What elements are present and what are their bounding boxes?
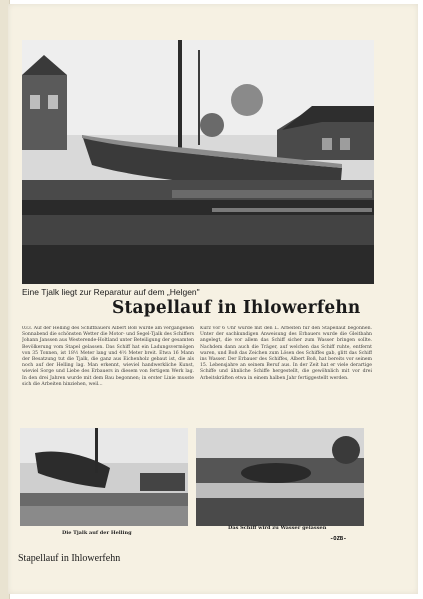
tjalk-on-slipway-photo	[20, 428, 188, 526]
photo-bl-caption: Die Tjalk auf der Helling	[62, 530, 132, 536]
photo-credit: -OZB-	[330, 536, 347, 542]
article-headline: Stapellauf in Ihlowerfehn	[112, 297, 361, 319]
photo-top-caption: Eine Tjalk liegt zur Reparatur auf dem „Helgen"	[22, 287, 200, 297]
article-column-right: Kurz vor 6 Uhr wurde mit den L. Arbeiten für den Stapellauf begonnen. Unter der sachkundigen Anweisung des Erbauers wurde die Gleitbahn angelegt, die vor allem das Schiff sicher zum Wasser bringen sollte. Nachdem dann auch die Träger, auf welchen das Schiff ruhte, entfernt waren, und Boß das Zeichen zum Lösen des Schiffes gab, glitt das Schiff ins Wasser. Der Erbauer des Schiffes, Albert Boß, hat bereits vor seinem 15. Lebensjahre an seinem Beruf aus. In der Zeit hat er viele derartige Schiffe und ähnliche Schiffe hergestellt, die gewöhnlich mit vor drei Arbeitskräften etwa in einem halben Jahr fertiggestellt werden.	[200, 326, 372, 381]
photo-br-caption: Das Schiff wird zu Wasser gelassen	[228, 525, 327, 531]
ship-launch-photo	[196, 428, 364, 526]
tjalk-repair-photo	[22, 40, 374, 284]
page-footer: Stapellauf in Ihlowerfehn	[18, 553, 121, 564]
article-column-left: 033. Auf der Helling des Schiffbauers Albert Boß wurde am vergangenen Sonnabend die schönsten Wetter die Motor- und Segel-Tjalk des Schiffers Johann Janssen aus Westerende-Holtland unter Beteiligung der gesamten Bevölkerung vom Stapel gelassen. Das Schiff hat ein Ladungsvermögen von 35 Tonnen, ist 18½ Meter lang und 4½ Meter breit. Etwa 16 Mann der Besatzung tut die Tjalk, die ganz aus Eichenholz gebaut ist, die als noch auf der Helling lag. Man erkennt, wieviel handwerkliche Kunst, wieviel Sorge und Liebe des Erbauers in diesem von fertigem Werk lag. In den drei Jahren wurde mit dem Bau begonnen; in erster Linie musste sich die Arbeiten hinziehen, weil...	[22, 326, 194, 387]
